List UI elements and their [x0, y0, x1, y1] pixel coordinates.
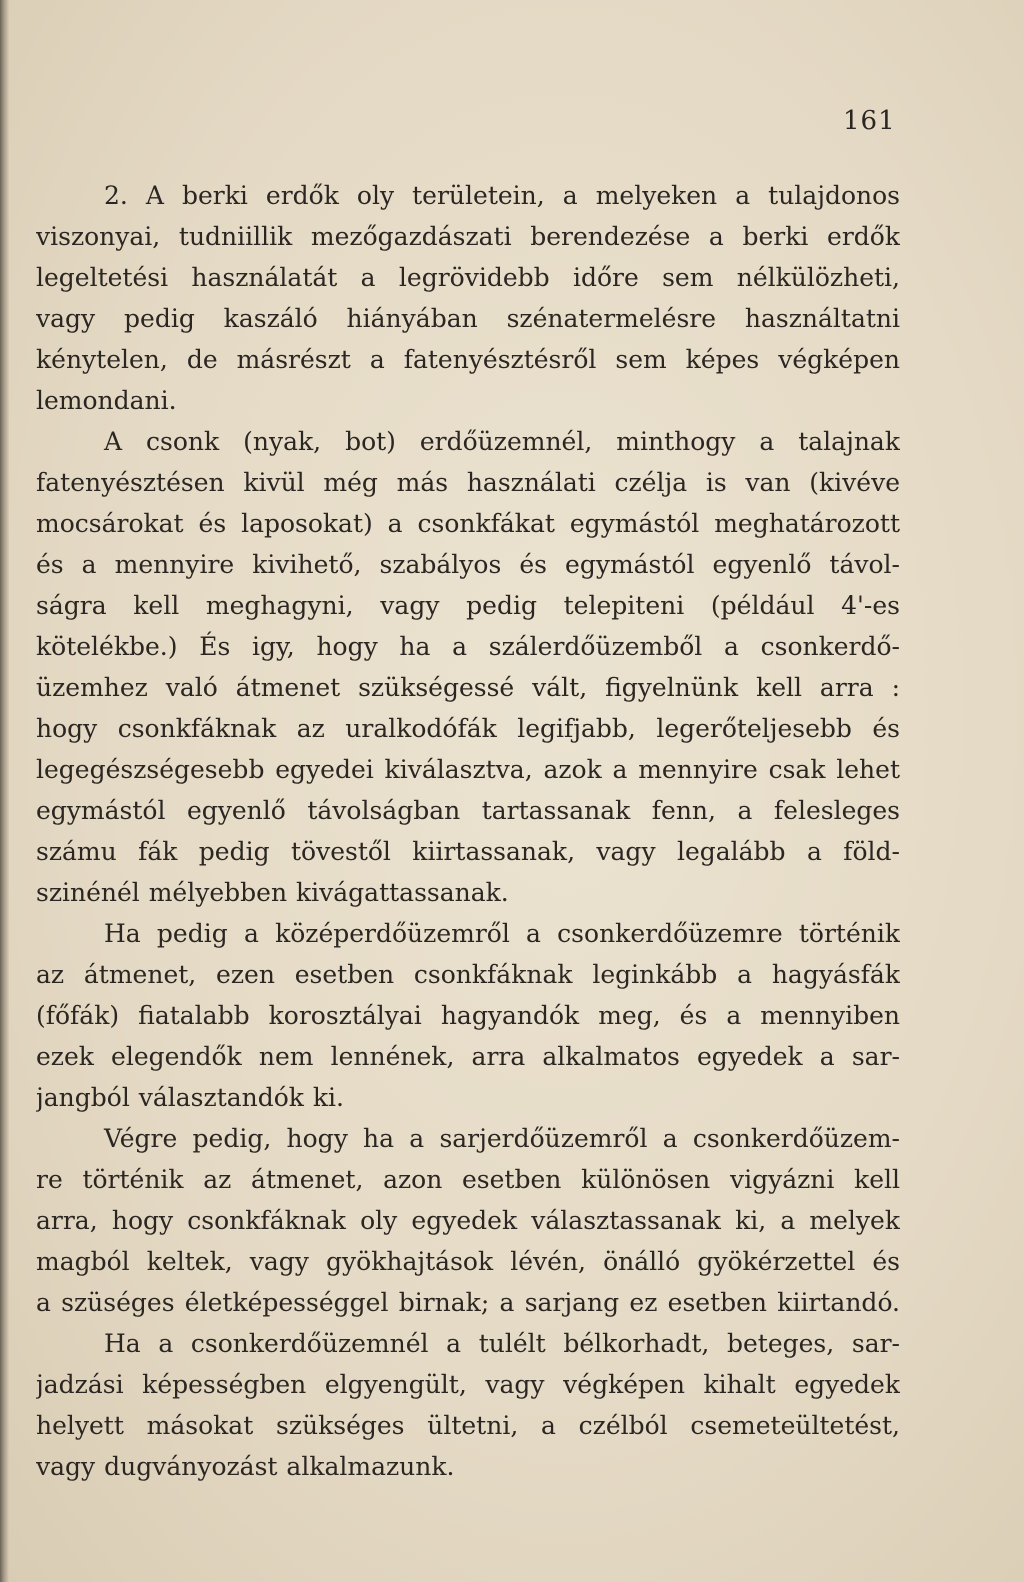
text-line: és a mennyire kivihető, szabályos és egymástól egyenlő távol- — [36, 550, 900, 579]
text-line: ságra kell meghagyni, vagy pedig telepiteni (például 4'-es — [36, 591, 900, 620]
text-line: helyett másokat szükséges ültetni, a czélból csemeteültetést, — [36, 1411, 900, 1440]
text-line: hogy csonkfáknak az uralkodófák legifjabb, legerőteljesebb és — [36, 714, 900, 743]
text-line: szinénél mélyebben kivágattassanak. — [36, 878, 509, 907]
text-line: legegészségesebb egyedei kiválasztva, azok a mennyire csak lehet — [36, 755, 900, 784]
text-line: kötelékbe.) És igy, hogy ha a szálerdőüzemből a csonkerdő- — [36, 632, 900, 661]
text-line: jadzási képességben elgyengült, vagy végképen kihalt egyedek — [36, 1370, 900, 1399]
text-line: a szüséges életképességgel birnak; a sarjang ez esetben kiirtandó. — [36, 1288, 900, 1317]
page-binding-edge — [0, 0, 9, 1582]
text-line: üzemhez való átmenet szükségessé vált, figyelnünk kell arra : — [36, 673, 900, 702]
text-line: Végre pedig, hogy ha a sarjerdőüzemről a csonkerdőüzem- — [104, 1124, 900, 1153]
text-line: ezek elegendők nem lennének, arra alkalmatos egyedek a sar- — [36, 1042, 900, 1071]
text-line: fatenyésztésen kivül még más használati czélja is van (kivéve — [36, 468, 900, 497]
text-line: re történik az átmenet, azon esetben különösen vigyázni kell — [36, 1165, 900, 1194]
text-line: Ha pedig a középerdőüzemről a csonkerdőüzemre történik — [104, 919, 900, 948]
text-line: számu fák pedig tövestől kiirtassanak, vagy legalább a föld- — [36, 837, 900, 866]
text-line: vagy pedig kaszáló hiányában szénatermelésre használtatni — [36, 304, 900, 333]
text-line: lemondani. — [36, 386, 177, 415]
text-line: egymástól egyenlő távolságban tartassanak fenn, a felesleges — [36, 796, 900, 825]
text-line: mocsárokat és laposokat) a csonkfákat egymástól meghatározott — [36, 509, 900, 538]
text-line: jangból választandók ki. — [36, 1083, 344, 1112]
text-line: magból keltek, vagy gyökhajtások lévén, önálló gyökérzettel és — [36, 1247, 900, 1276]
text-line: arra, hogy csonkfáknak oly egyedek választassanak ki, a melyek — [36, 1206, 900, 1235]
text-line: (főfák) fiatalabb korosztályai hagyandók meg, és a mennyiben — [36, 1001, 900, 1030]
body-text — [36, 175, 900, 1487]
text-line: A csonk (nyak, bot) erdőüzemnél, minthogy a talajnak — [104, 427, 900, 456]
text-line: kénytelen, de másrészt a fatenyésztésről sem képes végképen — [36, 345, 900, 374]
page-number: 161 — [843, 106, 896, 136]
text-line: az átmenet, ezen esetben csonkfáknak leginkább a hagyásfák — [36, 960, 900, 989]
text-line: viszonyai, tudniillik mezőgazdászati berendezése a berki erdők — [36, 222, 900, 251]
text-line: legeltetési használatát a legrövidebb időre sem nélkülözheti, — [36, 263, 900, 292]
text-line: 2. A berki erdők oly területein, a melyeken a tulajdonos — [104, 181, 900, 210]
text-line: vagy dugványozást alkalmazunk. — [36, 1452, 455, 1481]
text-line: Ha a csonkerdőüzemnél a tulélt bélkorhadt, beteges, sar- — [104, 1329, 900, 1358]
